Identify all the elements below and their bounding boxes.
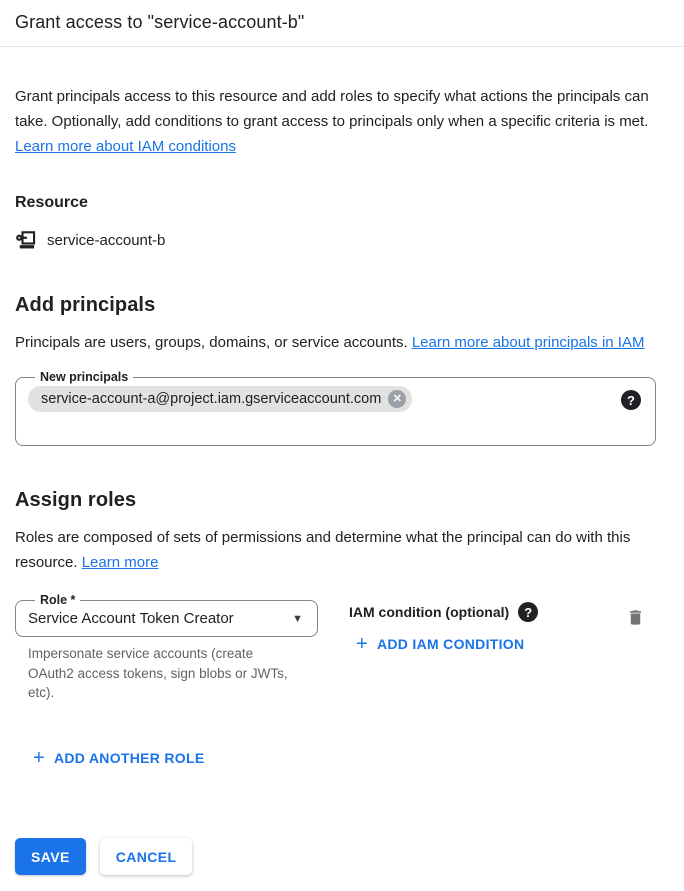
add-principals-description <box>15 330 656 355</box>
assign-roles-description-text: Roles are composed of sets of permissions and determine what the principal can do with this resource. <box>15 529 631 571</box>
iam-condition-help-icon[interactable]: ? <box>518 602 538 622</box>
role-select-value: Service Account Token Creator <box>28 610 234 627</box>
role-select-label: Role * <box>40 593 76 607</box>
iam-condition-label: IAM condition (optional) <box>349 604 510 620</box>
trash-icon <box>626 608 645 627</box>
chevron-down-icon: ▼ <box>292 612 303 625</box>
title-divider <box>0 46 684 47</box>
cancel-button[interactable]: CANCEL <box>100 838 193 875</box>
dialog-body <box>0 84 684 769</box>
role-binding-row <box>15 593 656 703</box>
principal-chip[interactable] <box>28 386 412 412</box>
new-principals-field[interactable] <box>15 370 656 446</box>
add-iam-condition-label: ADD IAM CONDITION <box>376 636 525 652</box>
iam-conditions-learn-more-link[interactable]: Learn more about IAM conditions <box>15 138 236 155</box>
save-button[interactable]: SAVE <box>15 838 86 875</box>
assign-roles-heading: Assign roles <box>15 489 137 511</box>
add-principals-description-text: Principals are users, groups, domains, or service accounts. <box>15 334 412 351</box>
add-principals-heading: Add principals <box>15 294 156 316</box>
resource-row <box>15 229 656 251</box>
delete-role-button[interactable] <box>624 606 647 629</box>
new-principals-label: New principals <box>40 370 129 384</box>
role-helper-text: Impersonate service accounts (create OAuth2 access tokens, sign blobs or JWTs, etc). <box>28 646 288 700</box>
principal-chip-text: service-account-a@project.iam.gserviceaccount.com <box>41 391 382 407</box>
dialog-actions <box>15 838 192 875</box>
add-iam-condition-button[interactable] <box>356 634 524 654</box>
intro-paragraph <box>15 84 656 159</box>
role-select[interactable] <box>15 593 318 637</box>
iam-condition-column <box>349 593 624 655</box>
principals-help-icon[interactable]: ? <box>621 390 641 410</box>
roles-learn-more-link[interactable]: Learn more <box>81 554 159 571</box>
resource-name: service-account-b <box>47 231 166 249</box>
intro-text: Grant principals access to this resource and add roles to specify what actions the principals can take. Optionally, add conditions to grant access to principals only when a specific criteria is met. <box>15 88 649 130</box>
add-another-role-button[interactable] <box>33 748 205 768</box>
dialog-header <box>0 0 684 46</box>
principals-learn-more-link[interactable]: Learn more about principals in IAM <box>411 334 645 351</box>
plus-icon: + <box>356 633 368 655</box>
dialog-title: Grant access to "service-account-b" <box>15 12 305 32</box>
service-account-icon <box>15 229 37 251</box>
add-another-role-label: ADD ANOTHER ROLE <box>53 749 205 766</box>
role-column <box>15 593 318 703</box>
resource-heading: Resource <box>15 194 88 211</box>
assign-roles-description <box>15 525 656 575</box>
chip-remove-icon[interactable]: ✕ <box>388 390 406 408</box>
plus-icon: + <box>33 746 45 769</box>
